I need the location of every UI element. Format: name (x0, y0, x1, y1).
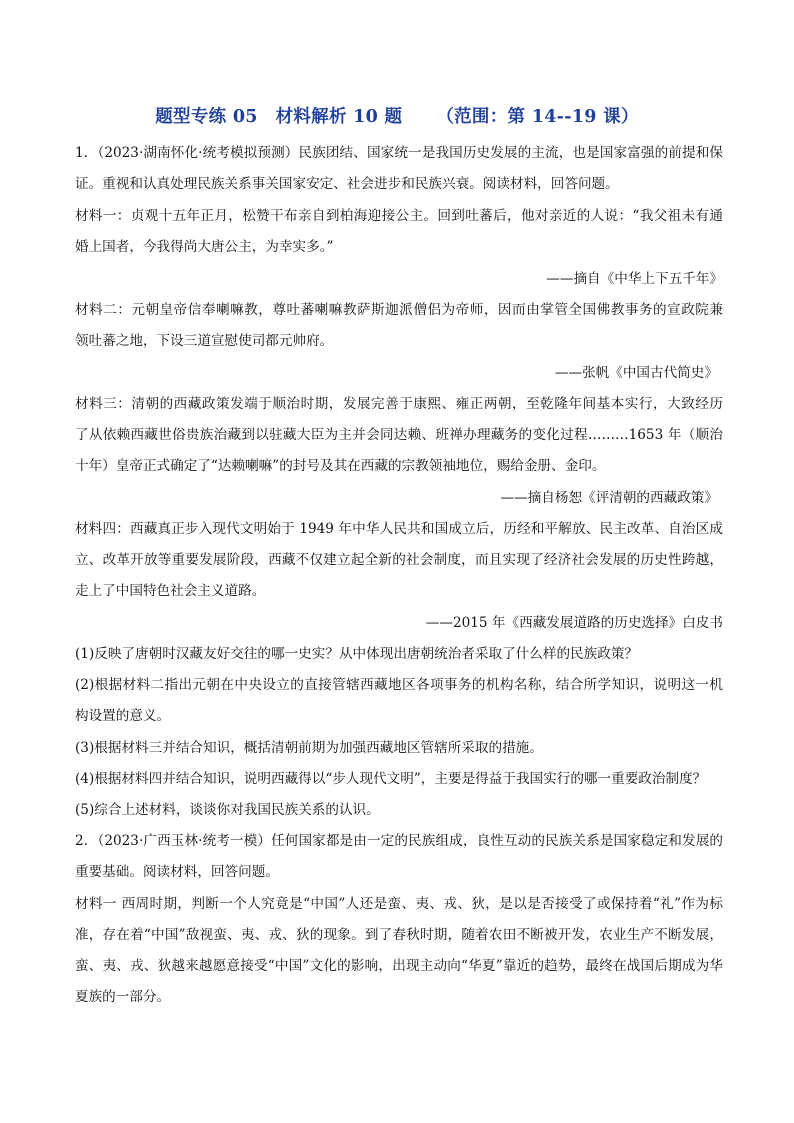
q1-intro-line-2: 证。重视和认真处理民族关系事关国家安定、社会进步和民族兴衰。阅读材料，回答问题。 (75, 176, 619, 192)
q1-material2-line-2: 领吐蕃之地，下设三道宣慰使司都元帅府。 (75, 333, 334, 349)
q1-material3-source: ——摘自杨恕《评清朝的西藏政策》 (500, 490, 718, 506)
q1-intro-line-1: 1．（2023·湖南怀化·统考模拟预测）民族团结、国家统一是我国历史发展的主流，也是国家富强的前提和保 (75, 145, 723, 161)
q1-material4-line-1: 材料四：西藏真正步入现代文明始于 1949 年中华人民共和国成立后，历经和平解放、民主改革、自治区成 (75, 521, 723, 537)
q2-material1-line-1: 材料一 西周时期，判断一个人究竟是“中国”人还是蛮、夷、戎、狄，是以是否接受了或保持着“礼”作为标 (75, 896, 723, 912)
q1-material3-line-1: 材料三：清朝的西藏政策发端于顺治时期，发展完善于康熙、雍正两朝，至乾隆年间基本实行，大致经历 (75, 396, 723, 412)
q1-material4-line-3: 走上了中国特色社会主义道路。 (75, 583, 266, 599)
q1-subquestion-5: (5)综合上述材料，谈谈你对我国民族关系的认识。 (75, 802, 380, 818)
q1-material1-source: ——摘自《中华上下五千年》 (546, 271, 723, 287)
q1-material3-line-3: 十年）皇帝正式确定了“达赖喇嘛”的封号及其在西藏的宗教领袖地位，赐给金册、金印。 (75, 458, 606, 474)
q1-material3-line-2: 了从依赖西藏世俗贵族治藏到以驻藏大臣为主并会同达赖、班禅办理藏务的变化过程………1653 年（顺治 (75, 427, 723, 443)
q1-material4-source: ——2015 年《西藏发展道路的历史选择》白皮书 (425, 615, 723, 631)
q1-material1-line-2: 婚上国者，今我得尚大唐公主，为幸实多。” (75, 239, 334, 255)
q1-material2-source: ——张帆《中国古代简史》 (554, 365, 718, 381)
title-main: 题型专练 05 材料解析 10 题 (155, 107, 403, 127)
q2-intro-line-1: 2．（2023·广西玉林·统考一模）任何国家都是由一定的民族组成，良性互动的民族关系是国家稳定和发展的 (75, 833, 723, 849)
q1-material4-line-2: 立、改革开放等重要发展阶段，西藏不仅建立起全新的社会制度，而且实现了经济社会发展的历史性跨越， (75, 552, 723, 568)
q1-subquestion-2-line-2: 构设置的意义。 (75, 708, 171, 724)
q2-material1-line-2: 准，存在着“中国”敌视蛮、夷、戎、狄的现象。到了春秋时期，随着农田不断被开发，农业生产不断发展， (75, 927, 723, 943)
title-scope: （范围：第 14--19 课） (436, 107, 639, 127)
q1-material2-line-1: 材料二：元朝皇帝信奉喇嘛教，尊吐蕃喇嘛教萨斯迦派僧侣为帝师，因而由掌管全国佛教事务的宣政院兼 (75, 302, 723, 318)
q1-subquestion-1: (1)反映了唐朝时汉藏友好交往的哪一史实？从中体现出唐朝统治者采取了什么样的民族政策？ (75, 646, 639, 662)
q1-subquestion-2-line-1: (2)根据材料二指出元朝在中央设立的直接管辖西藏地区各项事务的机构名称，结合所学知识，说明这一机 (75, 677, 723, 693)
q2-intro-line-2: 重要基础。阅读材料，回答问题。 (75, 864, 279, 880)
q1-material1-line-1: 材料一：贞观十五年正月，松赞干布亲自到柏海迎接公主。回到吐蕃后，他对亲近的人说：“我父祖未有通 (75, 208, 723, 224)
q1-subquestion-4: (4)根据材料四并结合知识，说明西藏得以“步人现代文明”，主要是得益于我国实行的哪一重要政治制度？ (75, 771, 707, 787)
page-title (0, 103, 794, 128)
q1-subquestion-3: (3)根据材料三并结合知识，概括清朝前期为加强西藏地区管辖所采取的措施。 (75, 740, 543, 756)
q2-material1-line-3: 蛮、夷、戎、狄越来越愿意接受“中国”文化的影响，出现主动向“华夏”靠近的趋势，最终在战国后期成为华 (75, 958, 723, 974)
q2-material1-line-4: 夏族的一部分。 (75, 989, 171, 1005)
